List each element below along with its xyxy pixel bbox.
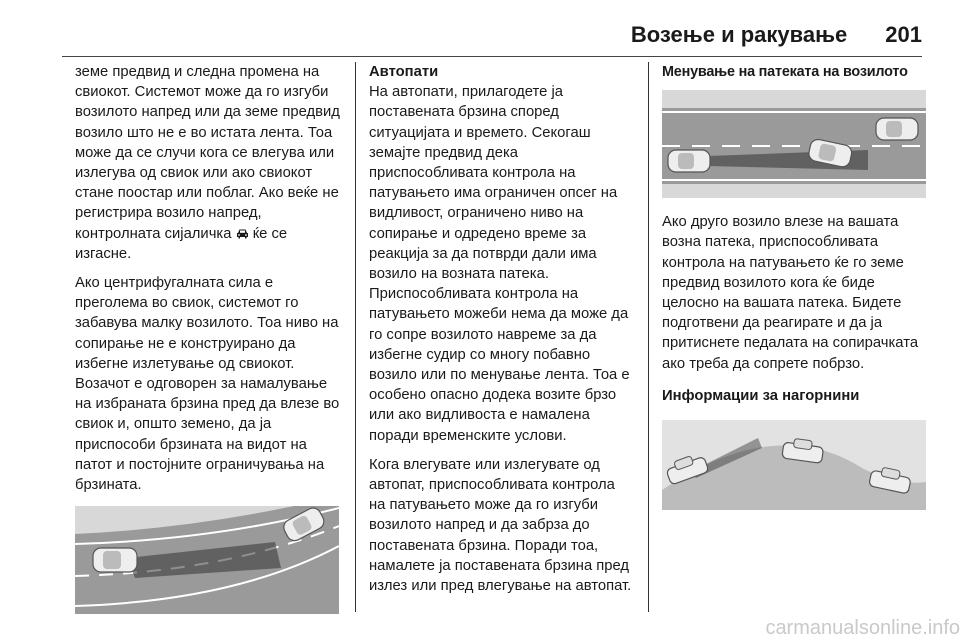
header-title: Возење и ракување: [630, 22, 848, 47]
column-divider-2: [648, 62, 649, 612]
column-middle: [369, 62, 635, 605]
page-number: 201: [885, 22, 922, 47]
col1-paragraph-2: Ако центрифугалната сила е преголема во свиок, системот го забавува малку возилото. Тоа ниво на сопирање не е конструирано да избегне излетување од свиокот. Возачот е одговорен за намалување на избраната брзина пред да влезе во свиок и, општо земено, да ја приспособи брзината на видот на патот и постојните ограничувања на брзината.: [75, 275, 340, 494]
column-right: [662, 62, 930, 510]
section-heading-highways: Автопати: [369, 64, 439, 80]
curve-illustration: [75, 506, 339, 614]
col2-paragraph-2: Кога влегувате или излегувате од автопат, приспособливата контрола на патувањето може да го изгуби возилото напред и да забрза до поставената брзина. Поради тоа, намалете ја поставената брзина пред излез или пред влегување на автопат.: [369, 456, 632, 595]
col1-p1-text: земе предвид и следна промена на свиокот. Системот може да го изгуби возилото напред или да земе предвид возило што не е во истата лента. Тоа може да се случи кога се влегува или излегува од свиок или ако свиокот стане поостар или поблаг. Ако веќе не регистрира возило напред, контролната сијаличка: [75, 64, 340, 242]
own-car: [668, 150, 710, 172]
watermark: carmanualsonline.info: [765, 617, 960, 639]
col3-paragraph-1: Ако друго возило влезе на вашата возна патека, приспособливата контрола на патувањето ќе го земе предвид возилото кога ќе биде целосно на вашата патека. Бидете подготвени да реагирате и да ја притиснете педалата на сопирачката ако треба да сопрете побрзо.: [662, 214, 919, 372]
column-divider-1: [355, 62, 356, 612]
own-car: [93, 548, 137, 572]
lane-change-illustration: [662, 90, 926, 198]
section-heading-lane-change: Менување на патеката на возилото: [662, 64, 908, 80]
col2-paragraph-1: На автопати, прилагодете ја поставената брзина според ситуацијата и времето. Секогаш земајте предвид дека приспособливата контрола на патувањето има ограничен опсег на видливост, ограничено ниво на сопирање и одредено време за реакција за да потврди дали има возило на возната патека. Приспособливата контрола на патувањето можеби нема да може да го сопре возилото навреме за да избегне судир со многу побавно возило или по менување лента. Тоа е особено опасно додека возите брзо или ако видливоста е намалена поради временските услови.: [369, 84, 630, 444]
car-ahead: [876, 118, 918, 140]
vehicle-ahead-indicator-icon: [236, 228, 249, 239]
header-rule: [62, 56, 922, 57]
uphill-illustration: [662, 420, 926, 510]
col1-p1-text-end: ќе се изгасне.: [75, 225, 288, 262]
section-heading-uphill: Информации за нагорнини: [662, 387, 860, 404]
col1-paragraph-1: [75, 62, 343, 264]
page-header: [631, 22, 922, 48]
column-left: [75, 62, 343, 614]
